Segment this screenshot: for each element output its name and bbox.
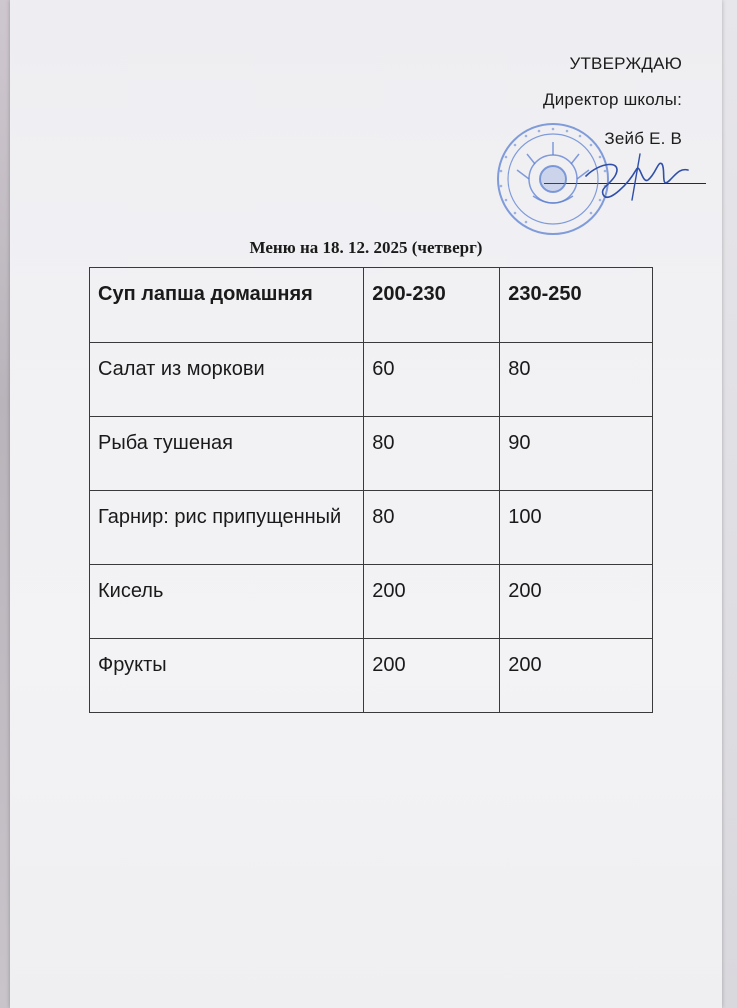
portion-small-cell: 60 — [364, 343, 500, 417]
table-row — [90, 639, 653, 713]
signature-icon — [570, 140, 710, 210]
portion-large-cell: 200 — [500, 565, 653, 639]
portion-small-cell: 200 — [364, 565, 500, 639]
portion-small-cell: 80 — [364, 491, 500, 565]
dish-name-cell: Рыба тушеная — [90, 417, 364, 491]
menu-table — [89, 267, 653, 713]
approval-role: Директор школы: — [543, 90, 682, 109]
portion-small-cell: 200 — [364, 639, 500, 713]
table-header-cell: 230-250 — [500, 268, 653, 343]
approval-title: УТВЕРЖДАЮ — [569, 54, 682, 73]
portion-large-cell: 90 — [500, 417, 653, 491]
approval-name: Зейб Е. В — [604, 129, 682, 148]
table-header-cell: Суп лапша домашняя — [90, 268, 364, 343]
table-row — [90, 343, 653, 417]
dish-name-cell: Фрукты — [90, 639, 364, 713]
portion-large-cell: 200 — [500, 639, 653, 713]
background-right — [721, 0, 737, 1008]
portion-large-cell: 80 — [500, 343, 653, 417]
portion-small-cell: 80 — [364, 417, 500, 491]
dish-name-cell: Кисель — [90, 565, 364, 639]
table-header-cell: 200-230 — [364, 268, 500, 343]
table-row — [90, 565, 653, 639]
table-row — [90, 417, 653, 491]
portion-large-cell: 100 — [500, 491, 653, 565]
menu-title: Меню на 18. 12. 2025 (четверг) — [249, 238, 483, 257]
dish-name-cell: Гарнир: рис припущенный — [90, 491, 364, 565]
paper-sheet — [10, 0, 722, 1008]
table-row — [90, 491, 653, 565]
dish-name-cell: Салат из моркови — [90, 343, 364, 417]
table-header-row — [90, 268, 653, 343]
